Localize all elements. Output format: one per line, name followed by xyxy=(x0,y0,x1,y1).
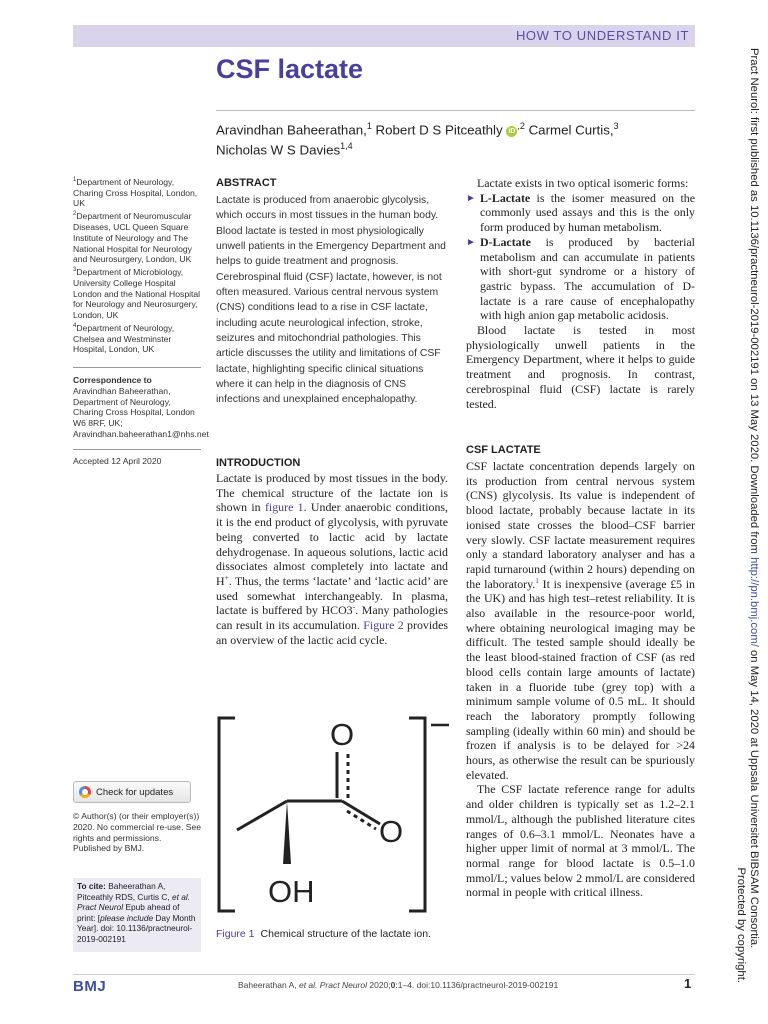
crossmark-icon xyxy=(79,786,91,798)
author-name[interactable]: Aravindhan Baheerathan, xyxy=(216,122,367,138)
copyright-notice: © Author(s) (or their employer(s)) 2020. No commercial re-use. See rights and permissions. Published by BMJ. xyxy=(73,811,202,854)
abstract-heading: ABSTRACT xyxy=(216,177,277,189)
list-item: ► L-Lactate is the isomer measured on the commonly used assays and this is the only form produced by human metabolism. xyxy=(466,190,695,235)
figure-caption: Figure 1 Chemical structure of the lactate ion. xyxy=(216,928,431,940)
introduction-text: Lactate is produced by most tissues in the body. The chemical structure of the lactate ion is shown in figure 1. Under anaerobic conditions, it is the end product of glycolysis, with pyruvate being converted to lactic acid by lactate dehydrogenase. In aqueous solutions, lactic acid dissociates almost completely into lactate and H+. Thus, the terms ‘lactate’ and ‘lactic acid’ are used somewhat interchangeably. In plasma, lactate is buffered by HCO3-. Many pathologies can result in its accumulation. Figure 2 provides an overview of the lactic acid cycle. xyxy=(216,471,449,647)
bullet-icon: ► xyxy=(466,192,476,204)
title-divider xyxy=(216,110,695,111)
figure-2-link[interactable]: Figure 2 xyxy=(363,618,404,633)
affil-ref: ,2 xyxy=(517,121,525,131)
affiliation: $^2$Department of Neuromuscular Diseases, UCL Queen Square Institute of Neurology and The National Hospital for Neurology and Neurosurgery, London, UK xyxy=(73,211,192,265)
author-name[interactable]: Robert D S Pitceathly xyxy=(375,122,503,138)
footer-divider xyxy=(73,974,695,975)
affiliation: $^1$Department of Neurology, Charing Cross Hospital, London, UK xyxy=(73,176,198,209)
affil-ref: 1,4 xyxy=(340,141,353,152)
check-updates-label: Check for updates xyxy=(96,786,174,798)
bmj-logo: BMJ xyxy=(73,978,107,995)
sidebar-divider xyxy=(73,449,201,450)
reference-link[interactable]: 1 xyxy=(535,575,539,585)
bracket-left xyxy=(219,718,235,911)
cite-box: To cite: Baheerathan A, Pitceathly RDS, Curtis C, et al. Pract Neurol Epub ahead of print: [please include Day Month Year]. doi: 10.1136/practneurol-2019-002191 xyxy=(73,878,201,952)
section-banner xyxy=(73,25,695,47)
sidebar-divider xyxy=(73,367,201,368)
csf-lactate-heading: CSF LACTATE xyxy=(466,444,541,456)
bracket-right xyxy=(409,718,425,911)
hydroxyl: OH xyxy=(268,874,315,909)
author-name[interactable]: Nicholas W S Davies xyxy=(216,142,341,158)
footer-citation: Baheerathan A, et al. Pract Neurol 2020;0:1–4. doi:10.1136/practneurol-2019-002191 xyxy=(238,980,559,990)
download-side-note: Pract Neurol: first published as 10.1136/practneurol-2019-002191 on 13 May 2020. Downloaded from http://pn.bmj.com/ on May 14, 2020 at Uppsala Universitet BIBSAM Consortia. Protected by copyright. xyxy=(735,48,760,983)
oxygen-right: O xyxy=(379,814,404,849)
bond xyxy=(237,801,287,830)
check-for-updates-button[interactable] xyxy=(73,781,191,803)
introduction-heading: INTRODUCTION xyxy=(216,457,301,469)
section-label: HOW TO UNDERSTAND IT xyxy=(515,28,689,43)
correspondence-text: Aravindhan Baheerathan, Department of Neurology, Charing Cross Hospital, London W6 8RF, UK; Aravindhan.baheerathan1@nhs.net xyxy=(73,385,209,439)
article-title: CSF lactate xyxy=(216,54,364,84)
author-list xyxy=(216,118,706,159)
affil-ref: 1 xyxy=(366,121,372,131)
affiliation: $^4$Department of Neurology, Chelsea and Westminster Hospital, London, UK xyxy=(73,322,175,355)
page-number: 1 xyxy=(684,976,692,991)
correspondence-heading: Correspondence to xyxy=(73,375,152,385)
affil-ref: 3 xyxy=(613,121,619,131)
pn-bmj-link[interactable]: http://pn.bmj.com/ xyxy=(748,557,760,647)
wedge-bond xyxy=(283,801,291,864)
right-column-intro: Lactate exists in two optical isomeric forms: ► L-Lactate is the isomer measured on the commonly used assays and this is the only form produced by human metabolism. ► D-Lactate is produced by bacterial metabolism and can accumulate in patients with short-gut syndrome or a history of gastric bypass. The accumulation of D-lactate is a rare cause of encephalopathy with high anion gap metabolic acidosis. Blood lactate is tested in most physiologically unwell patients in the Emergency Department, where it helps to guide treatment and prognosis. In contrast, cerebrospinal fluid (CSF) lactate is rarely tested. xyxy=(466,176,695,411)
lactate-structure-figure xyxy=(213,712,453,917)
affiliation: $^3$Department of Microbiology, University College Hospital London and the National Hospital for Neurology and Neurosurgery, London, UK xyxy=(73,266,201,321)
affiliations xyxy=(73,175,201,355)
figure-1-link[interactable]: figure 1 xyxy=(264,500,304,515)
csf-lactate-text: CSF lactate concentration depends largely on its production from central nervous system (CNS) glycolysis. Its value is independent of blood lactate, probably because lactate in its ionised state crosses the blood–CSF barrier very slowly. CSF lactate measurement requires only a standard laboratory analyser and has a rapid turnaround (within 2 hours) depending on the laboratory.$^1$ It is inexpensive (average £5 in the UK) and has high test–retest reliability. It is also available in the resource-poor world, where obtaining neurological imaging may be difficult. The tested sample should ideally be the least blood-stained fraction of CSF (as red blood cells contain large amounts of lactate) taken in a fluoride tube (grey top) with a minimum sample volume of 0.5 mL. It should reach the laboratory promptly following sampling (ideally within 60 min) and should be frozen if analysis is to be delayed for >24 hours, as otherwise the result can be spuriously elevated. The CSF lactate reference range for adults and older children is typically set as 1.2–2.1 mmol/L, although the published literature cites ranges of 0.6–3.1 mmol/L. Neonates have a higher upper limit of normal at 3 mmol/L. The normal range for blood lactate is 0.5–1.0 mmol/L; values below 2 mmol/L are considered normal in people with critical illness. xyxy=(466,459,695,900)
accepted-date: Accepted 12 April 2020 xyxy=(73,456,162,466)
correspondence xyxy=(73,375,209,440)
author-name[interactable]: Carmel Curtis, xyxy=(528,122,614,138)
abstract-text: Lactate is produced from anaerobic glycolysis, which occurs in most tissues in the human body. Blood lactate is tested in most physiologically unwell patients in the Emergency Department and helps to guide treatment and prognosis. Cerebrospinal fluid (CSF) lactate, however, is not often measured. Various central nervous system (CNS) conditions lead to a rise in CSF lactate, including acute neurological infection, stroke, seizures and mitochondrial pathologies. This article discusses the utility and limitations of CSF lactate, highlighting specific clinical situations where it can help in the diagnosis of CNS infections and unexplained encephalopathy. xyxy=(216,195,446,406)
orcid-icon[interactable]: iD xyxy=(508,128,516,136)
figure-label: Figure 1 xyxy=(216,928,255,940)
oxygen-top: O xyxy=(330,717,355,752)
list-item: ► D-Lactate is produced by bacterial metabolism and can accumulate in patients with short-gut syndrome or a history of gastric bypass. The accumulation of D-lactate is a rare cause of encephalopathy with high anion gap metabolic acidosis. xyxy=(466,234,695,323)
bullet-icon: ► xyxy=(466,236,476,248)
